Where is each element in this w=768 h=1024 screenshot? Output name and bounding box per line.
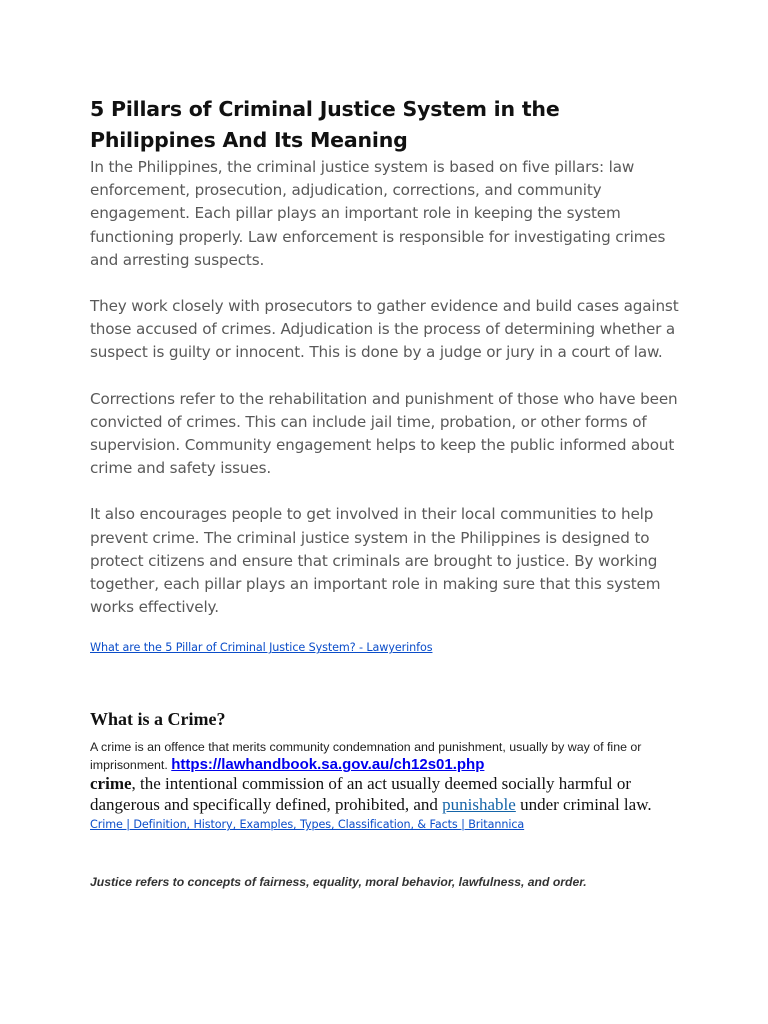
britannica-text-2: under criminal law. (520, 794, 652, 814)
page-title: 5 Pillars of Criminal Justice System in the Philippines And Its Meaning (90, 97, 560, 152)
crime-definition-text: A crime is an offence that merits community condemnation and punishment, usually by way of fine or imprisonment. (90, 740, 642, 773)
document-page (90, 94, 690, 889)
crime-definition (90, 739, 690, 774)
britannica-text-1: , the intentional commission of an act usually deemed socially harmful or dangerous and specifically defined, prohibited, and (90, 774, 632, 814)
crime-heading: What is a Crime? (90, 709, 226, 730)
punishable-link[interactable]: punishable (442, 794, 516, 814)
paragraph-2: They work closely with prosecutors to gather evidence and build cases against those accused of crimes. Adjudication is the process of determining whether a suspect is guilty or innocent. This is done by a judge or jury in a court of law. (90, 297, 679, 362)
paragraph-1: In the Philippines, the criminal justice system is based on five pillars: law enforcement, prosecution, adjudication, corrections, and community engagement. Each pillar plays an important role in keeping the system functioning properly. Law enforcement is responsible for investigating crimes and arresting suspects. (90, 158, 666, 269)
britannica-source-link[interactable]: Crime | Definition, History, Examples, Types, Classification, & Facts | Britannica (90, 818, 525, 832)
lawyerinfos-source-link[interactable]: What are the 5 Pillar of Criminal Justice System? - Lawyerinfos (90, 641, 433, 655)
paragraph-4: It also encourages people to get involved in their local communities to help prevent crime. The criminal justice system in the Philippines is designed to protect citizens and ensure that criminals are brought to justice. By working together, each pillar plays an important role in making sure that this system works effectively. (90, 505, 661, 617)
paragraph-3: Corrections refer to the rehabilitation and punishment of those who have been convicted of crimes. This can include jail time, probation, or other forms of supervision. Community engagement helps to keep the public informed about crime and safety issues. (90, 389, 678, 478)
britannica-term: crime (90, 774, 132, 794)
britannica-definition (90, 774, 690, 815)
lawhandbook-url-link[interactable]: https://lawhandbook.sa.gov.au/ch12s01.php (171, 756, 485, 774)
justice-note: Justice refers to concepts of fairness, equality, moral behavior, lawfulness, and order. (90, 875, 587, 890)
